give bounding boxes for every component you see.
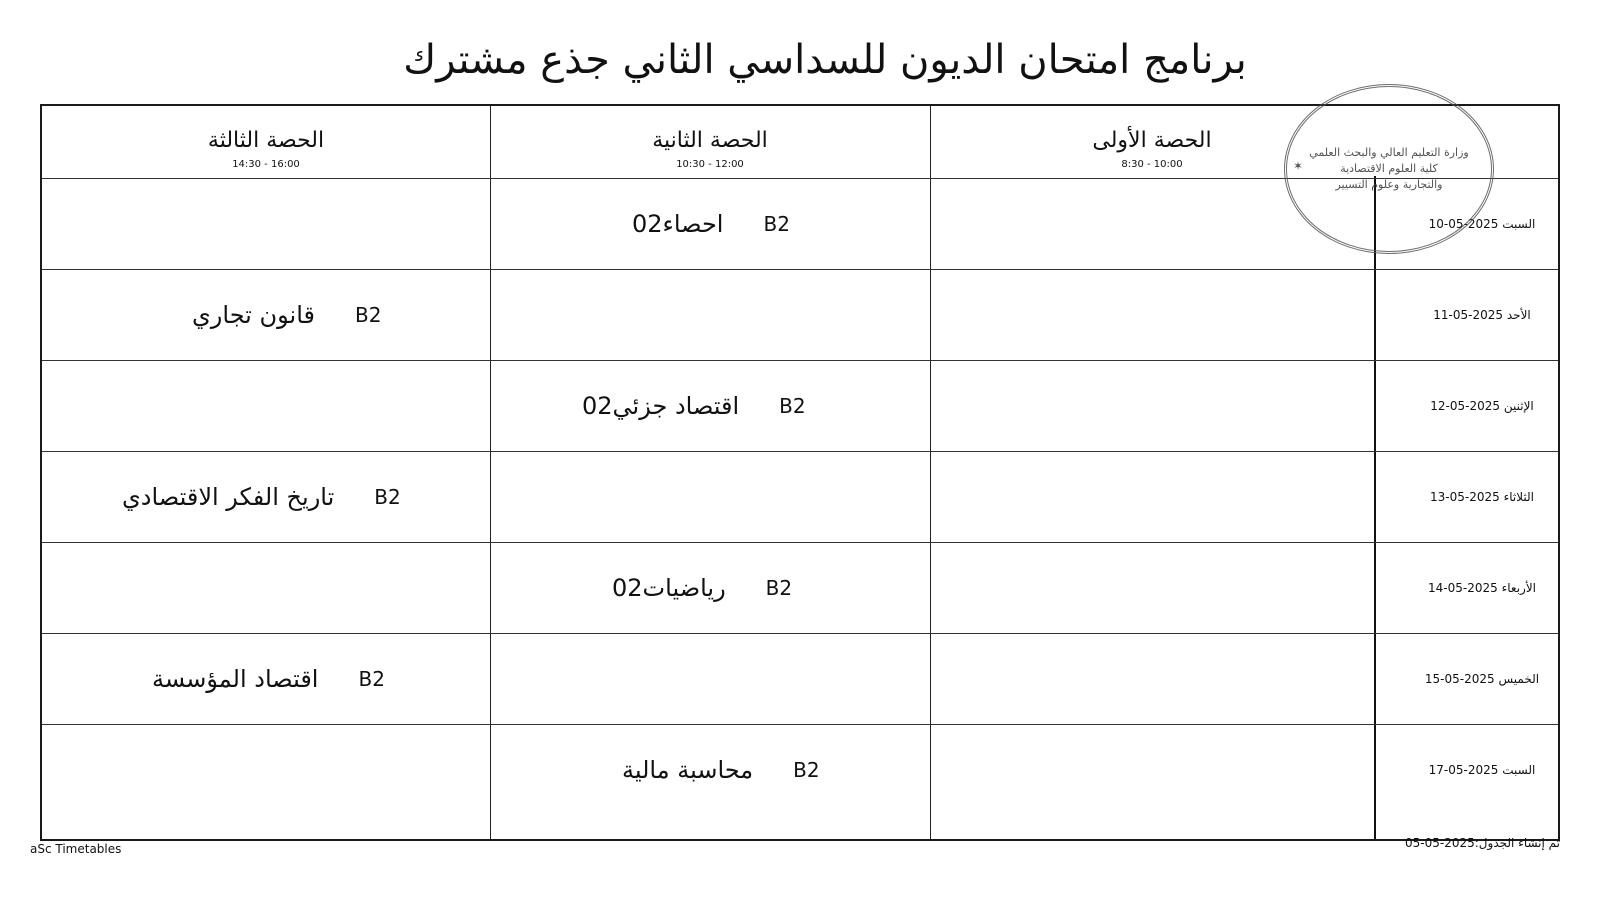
official-stamp bbox=[1284, 84, 1494, 254]
table-row bbox=[42, 451, 1558, 542]
exam-room: B2 bbox=[763, 211, 790, 236]
exam-subject: رياضيات02 bbox=[612, 573, 726, 602]
period-1-time: 8:30 - 10:00 bbox=[1121, 159, 1183, 170]
star-icon: ✶ bbox=[1293, 159, 1304, 173]
table-row bbox=[42, 360, 1558, 451]
exam-subject: قانون تجاري bbox=[192, 300, 315, 329]
exam-room: B2 bbox=[793, 757, 820, 782]
table-row bbox=[42, 542, 1558, 633]
exam-entry bbox=[582, 360, 806, 451]
day-cell: السبت 2025-05-17 bbox=[1428, 762, 1536, 777]
exam-room: B2 bbox=[354, 302, 382, 327]
period-header-3 bbox=[42, 106, 490, 180]
footer-created-date: تم إنشاء الجدول:2025-05-05 bbox=[1404, 836, 1560, 850]
exam-subject: اقتصاد المؤسسة bbox=[152, 664, 319, 693]
stamp-line-1: وزارة التعليم العالي والبحث العلمي bbox=[1309, 146, 1469, 159]
table-row bbox=[42, 724, 1558, 815]
exam-entry bbox=[152, 633, 385, 724]
period-header-2 bbox=[490, 106, 930, 180]
exam-room: B2 bbox=[779, 393, 806, 418]
exam-entry bbox=[192, 269, 381, 360]
period-3-name: الحصة الثالثة bbox=[207, 128, 325, 153]
table-row bbox=[42, 269, 1558, 360]
stamp-line-2: كلية العلوم الاقتصادية bbox=[1340, 162, 1438, 175]
day-cell: الأحد 2025-05-11 bbox=[1433, 307, 1531, 322]
stamp-line-3: والتجارية وعلوم التسيير bbox=[1335, 178, 1443, 191]
period-2-time: 10:30 - 12:00 bbox=[676, 159, 744, 170]
table-row bbox=[42, 633, 1558, 724]
exam-subject: اقتصاد جزئي02 bbox=[582, 391, 740, 420]
day-cell: الثلاثاء 2025-05-13 bbox=[1429, 489, 1535, 504]
day-cell: الإثنين 2025-05-12 bbox=[1430, 398, 1534, 413]
exam-room: B2 bbox=[374, 484, 401, 509]
period-1-name: الحصة الأولى bbox=[1092, 128, 1212, 153]
day-cell: السبت 2025-05-10 bbox=[1428, 216, 1536, 231]
exam-room: B2 bbox=[358, 666, 385, 691]
footer-software: aSc Timetables bbox=[30, 842, 122, 856]
exam-room: B2 bbox=[765, 575, 793, 600]
period-2-name: الحصة الثانية bbox=[652, 128, 768, 153]
day-cell: الخميس 2025-05-15 bbox=[1424, 671, 1540, 686]
exam-entry bbox=[632, 178, 790, 269]
exam-entry bbox=[612, 542, 792, 633]
exam-entry bbox=[622, 724, 820, 815]
page-title: برنامج امتحان الديون للسداسي الثاني جذع مشترك bbox=[403, 37, 1247, 83]
period-3-time: 14:30 - 16:00 bbox=[232, 159, 300, 170]
day-cell: الأربعاء 2025-05-14 bbox=[1428, 580, 1537, 595]
exam-entry bbox=[122, 451, 401, 542]
exam-subject: محاسبة مالية bbox=[622, 755, 754, 784]
exam-subject: تاريخ الفكر الاقتصادي bbox=[122, 482, 335, 511]
exam-subject: احصاء02 bbox=[632, 209, 724, 238]
